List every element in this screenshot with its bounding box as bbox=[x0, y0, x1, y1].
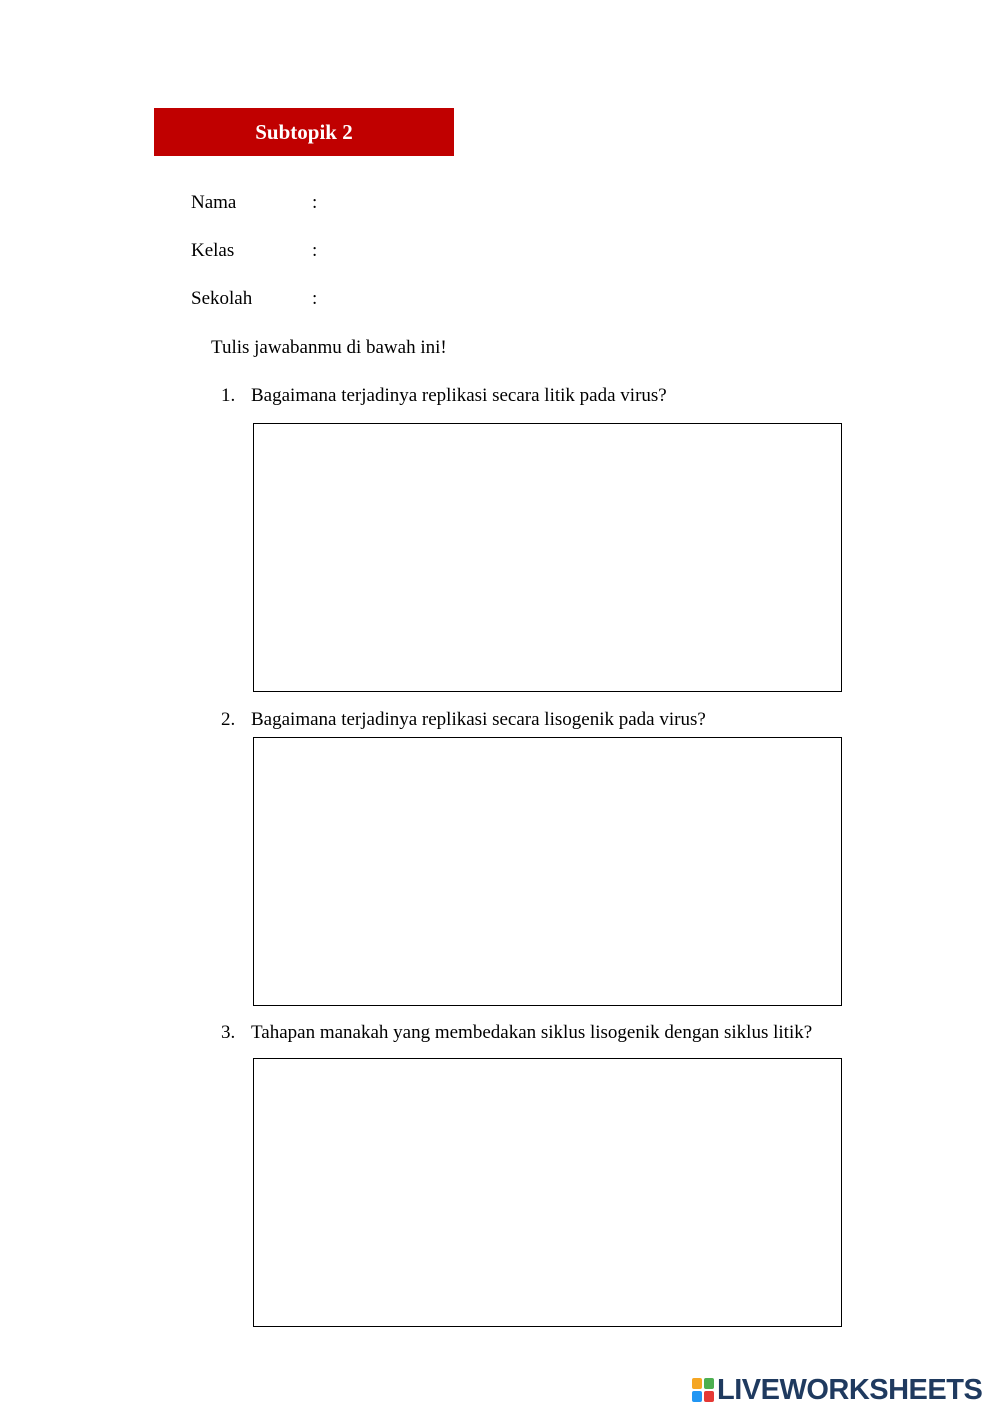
question-2-text: Bagaimana terjadinya replikasi secara lisogenik pada virus? bbox=[251, 709, 706, 730]
subtopic-title: Subtopik 2 bbox=[255, 119, 353, 144]
class-colon: : bbox=[312, 240, 318, 261]
answer-box-3[interactable] bbox=[253, 1058, 842, 1327]
liveworksheets-brand bbox=[692, 1374, 982, 1406]
answer-box-1[interactable] bbox=[253, 423, 842, 692]
class-label: Kelas bbox=[191, 240, 235, 261]
question-2-number: 2. bbox=[221, 709, 236, 730]
question-1-number: 1. bbox=[221, 385, 236, 406]
logo-tile-i bbox=[704, 1378, 714, 1389]
brand-text: LIVEWORKSHEETS bbox=[717, 1373, 983, 1406]
school-colon: : bbox=[312, 288, 318, 309]
liveworksheets-logo-icon bbox=[692, 1378, 714, 1402]
question-3 bbox=[221, 1021, 812, 1045]
question-1 bbox=[221, 384, 667, 408]
question-2 bbox=[221, 708, 706, 732]
school-label: Sekolah bbox=[191, 288, 253, 309]
logo-tile-l bbox=[692, 1378, 702, 1389]
question-1-text: Bagaimana terjadinya replikasi secara litik pada virus? bbox=[251, 385, 667, 406]
question-3-text: Tahapan manakah yang membedakan siklus lisogenik dengan siklus litik? bbox=[251, 1022, 813, 1043]
name-colon: : bbox=[312, 192, 318, 213]
logo-tile-v bbox=[692, 1391, 702, 1402]
answer-box-2[interactable] bbox=[253, 737, 842, 1006]
name-label: Nama bbox=[191, 192, 237, 213]
question-3-number: 3. bbox=[221, 1022, 236, 1043]
logo-tile-e bbox=[704, 1391, 714, 1402]
subtopic-banner bbox=[154, 108, 454, 156]
instruction-text: Tulis jawabanmu di bawah ini! bbox=[211, 337, 447, 358]
